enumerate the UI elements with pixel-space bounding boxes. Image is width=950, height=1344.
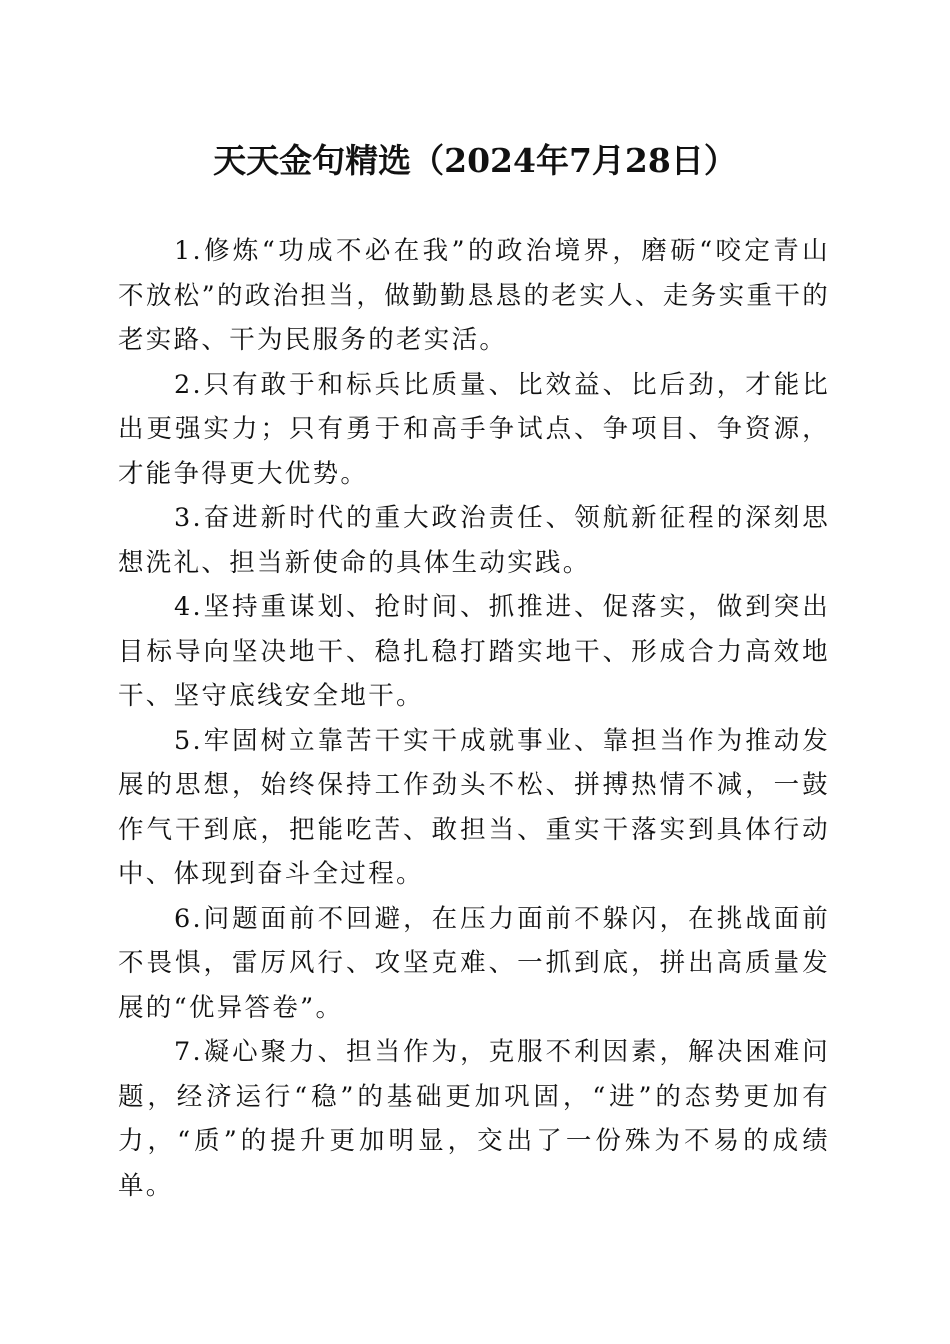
paragraph-4: 4.坚持重谋划、抢时间、抓推进、促落实，做到突出目标导向坚决地干、稳扎稳打踏实地干、形成合力高效地干、坚守底线安全地干。 bbox=[118, 592, 830, 711]
paragraph-2: 2.只有敢于和标兵比质量、比效益、比后劲，才能比出更强实力；只有勇于和高手争试点、争项目、争资源，才能争得更大优势。 bbox=[118, 369, 830, 489]
paragraph-6: 6.问题面前不回避，在压力面前不躲闪，在挑战面前不畏惧，雷厉风行、攻坚克难、一抓到底，拼出高质量发展的“优异答卷”。 bbox=[118, 903, 830, 1023]
paragraph-3: 3.奋进新时代的重大政治责任、领航新征程的深刻思想洗礼、担当新使命的具体生动实践。 bbox=[118, 503, 830, 578]
paragraph-1: 1.修炼“功成不必在我”的政治境界，磨砺“咬定青山不放松”的政治担当，做勤勤恳恳的老实人、走务实重干的老实路、干为民服务的老实活。 bbox=[118, 236, 830, 355]
paragraph-5: 5.牢固树立靠苦干实干成就事业、靠担当作为推动发展的思想，始终保持工作劲头不松、拼搏热情不减，一鼓作气干到底，把能吃苦、敢担当、重实干落实到具体行动中、体现到奋斗全过程。 bbox=[118, 725, 830, 889]
document-title: 天天金句精选（2024年7月28日） bbox=[213, 141, 737, 180]
document-body bbox=[118, 229, 830, 1208]
paragraph-7: 7.凝心聚力、担当作为，克服不利因素，解决困难问题，经济运行“稳”的基础更加巩固，“进”的态势更加有力，“质”的提升更加明显，交出了一份殊为不易的成绩单。 bbox=[118, 1037, 830, 1201]
